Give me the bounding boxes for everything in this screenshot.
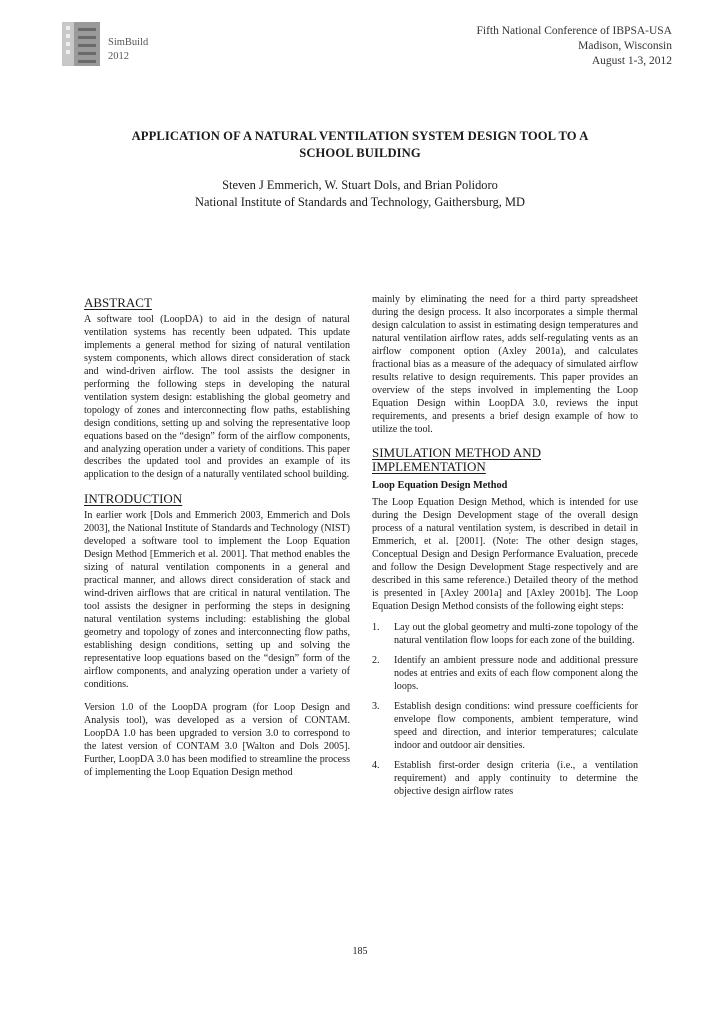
steps-list xyxy=(372,622,638,798)
introduction-paragraph-1: In earlier work [Dols and Emmerich 2003, Emmerich and Dols 2003], the National Institute of Standards and Technology (NIST) developed a software tool to implement the Loop Equation Design Method [Emmerich et al. 2001]. That method enables the sizing of natural ventilation components in a general and practical manner, and allows direct consideration of stack and wind-driven airflows that are critical in natural ventilation. The tool assists the designer in performing the steps in designing natural ventilation systems including: establishing the global geometry and topology of zones and interconnecting flow paths, establishing design conditions, setting up and solving the representative loop equations based on the “design” form of the airflow components, and analyzing operation under a variety of conditions. xyxy=(84,510,350,690)
introduction-heading: INTRODUCTION xyxy=(84,491,183,507)
logo-line-2: 2012 xyxy=(108,51,129,62)
conference-location: Madison, Wisconsin xyxy=(578,40,672,52)
title-line-2: SCHOOL BUILDING xyxy=(299,146,421,160)
conference-info xyxy=(477,24,672,69)
conference-name: Fifth National Conference of IBPSA-USA xyxy=(476,25,672,37)
step-number: 4. xyxy=(372,759,380,771)
authors: Steven J Emmerich, W. Stuart Dols, and Brian Polidoro xyxy=(222,178,498,192)
simulation-heading-line-2: IMPLEMENTATION xyxy=(372,459,486,475)
page-number: 185 xyxy=(352,946,368,957)
left-column xyxy=(84,296,350,789)
logo-line-1: SimBuild xyxy=(108,37,149,48)
step-number: 2. xyxy=(372,654,380,666)
step-text: Lay out the global geometry and multi-zone topology of the natural ventilation flow loops for each zone of the building. xyxy=(394,622,638,646)
simbuild-logo-icon xyxy=(62,22,100,66)
simulation-heading-line-1: SIMULATION METHOD AND xyxy=(372,445,541,461)
list-item xyxy=(372,655,638,694)
step-number: 3. xyxy=(372,700,380,712)
step-text: Identify an ambient pressure node and additional pressure nodes at entries and exits of each flow component along the loops. xyxy=(394,654,638,692)
step-text: Establish first-order design criteria (i.e., a ventilation requirement) and apply continuity to determine the objective design airflow rates xyxy=(394,759,638,797)
list-item xyxy=(372,701,638,753)
simulation-heading xyxy=(372,446,638,474)
affiliation: National Institute of Standards and Technology, Gaithersburg, MD xyxy=(195,195,525,209)
conference-dates: August 1-3, 2012 xyxy=(591,55,672,67)
logo-label xyxy=(108,36,148,64)
paper-title xyxy=(80,128,640,162)
abstract-text: A software tool (LoopDA) to aid in the design of natural ventilation systems has recently been udpated. This update implements a general method for sizing of natural ventilation system components, which allows direct consideration of stack and wind-driven airflow. The tool assists the designer in performing the following steps in developing the natural ventilation system design: establishing the global geometry and topology of zones and interconnecting flow paths, establishing design conditions, setting up and solving the representative loop equations based on the “design” form of the airflow components, and analyzing operation under a variety of conditions. This paper describes the updated tool and provides an example of its application to the design of a naturally ventilated school building. xyxy=(84,314,350,481)
list-item xyxy=(372,760,638,799)
author-block xyxy=(80,177,640,211)
step-number: 1. xyxy=(372,622,380,634)
method-paragraph: The Loop Equation Design Method, which is intended for use during the Design Development stage of the overall design process of a natural ventilation system, is described in detail in Emmerich, et al. [2001]. (Note: The other design stages, Conceptual Design and Design Performance Evaluation, precede and follow the Design Development Stage respectively and are described in this same reference.) Detailed theory of the method is presented in [Axley 2001a] and [Axley 2001b]. The Loop Equation Design Method consists of the following eight steps: xyxy=(372,497,638,613)
abstract-heading: ABSTRACT xyxy=(84,295,152,310)
title-line-1: APPLICATION OF A NATURAL VENTILATION SYSTEM DESIGN TOOL TO A xyxy=(131,129,589,143)
right-column xyxy=(372,294,638,805)
list-item xyxy=(372,622,638,648)
continuation-paragraph: mainly by eliminating the need for a third party spreadsheet during the design process. It also incorporates a simple thermal design calculation to assist in estimating design temperatures and natural ventilation airflow rates, adds self-regulating vents as an airflow component option (Axley 2001a), and calculates fractional bias as a measure of the adequacy of simulated airflow results relative to design requirements. This paper provides an overview of the steps involved in implementing the Loop Equation Design within LoopDA 3.0, reviews the input requirements, and presents a brief design example of how to utilize the tool. xyxy=(372,294,638,435)
loop-equation-subheading: Loop Equation Design Method xyxy=(372,480,508,492)
introduction-paragraph-2: Version 1.0 of the LoopDA program (for Loop Design and Analysis tool), was developed as a version of CONTAM. LoopDA 1.0 has been upgraded to version 3.0 to correspond to the latest version of CONTAM 3.0 [Walton and Dols 2005]. Further, LoopDA 3.0 has been modified to streamline the process of implementing the Loop Equation Design method xyxy=(84,701,350,778)
step-text: Establish design conditions: wind pressure coefficients for envelope flow components, ambient temperature, wind speed and direction, and interior temperatures; calculate indoor and outdoor air densities. xyxy=(394,700,638,751)
